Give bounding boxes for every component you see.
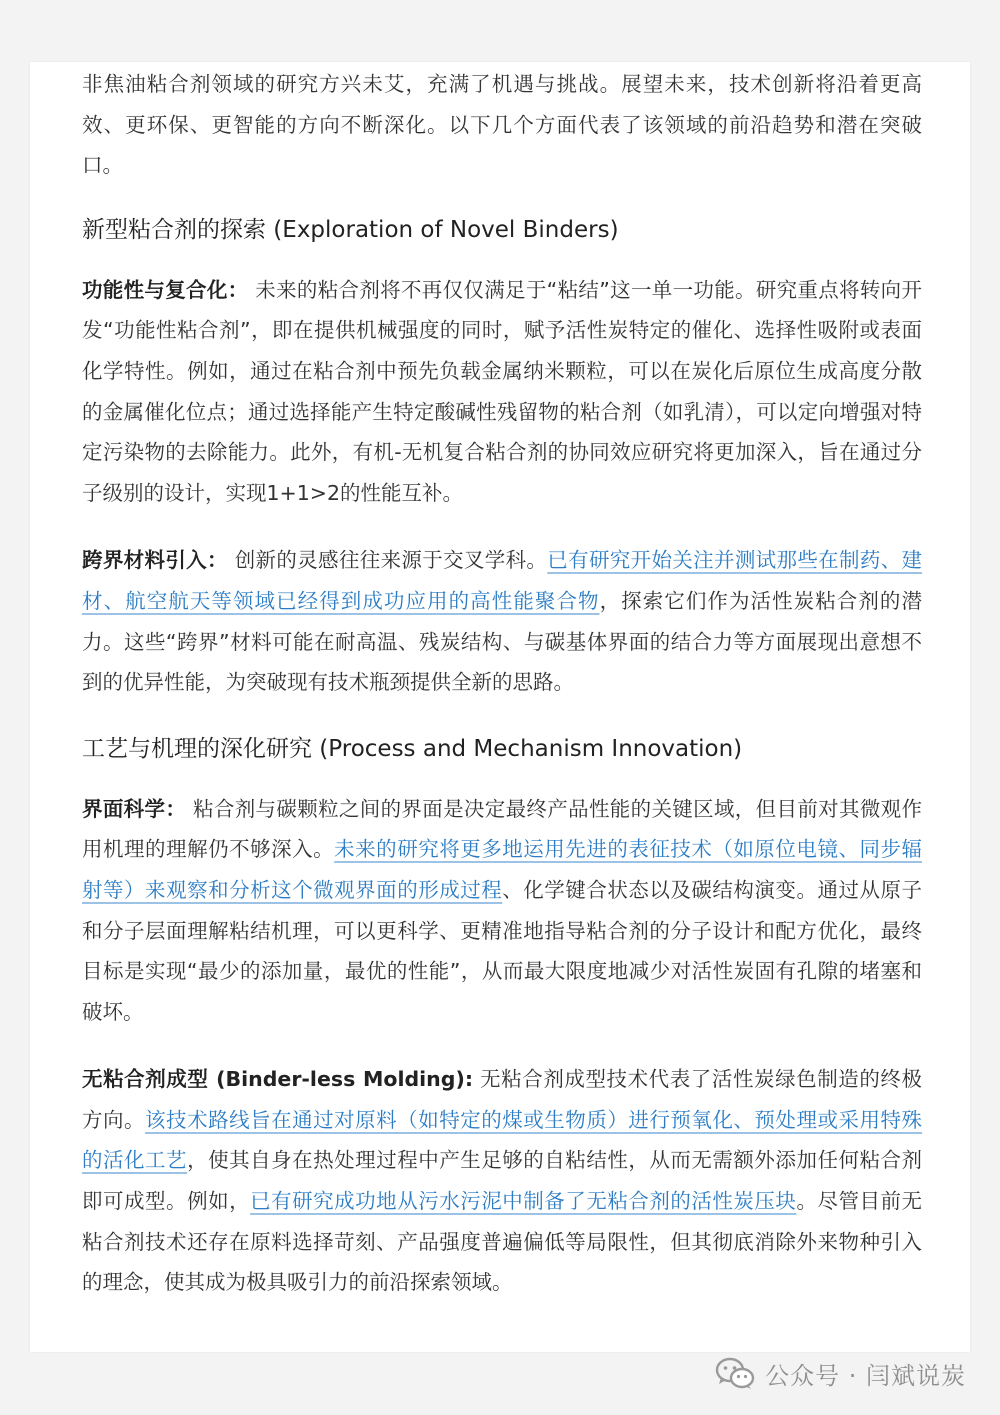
- paragraph-text: 创新的灵感往往来源于交叉学科。: [227, 548, 548, 573]
- article-page: [30, 62, 970, 1352]
- paragraph-text: 无粘合剂成型技术代表了活性炭绿色制造的终极方向。: [82, 1067, 923, 1132]
- intro-paragraph: 非焦油粘合剂领域的研究方兴未艾，充满了机遇与挑战。展望未来，技术创新将沿着更高效、更环保、更智能的方向不断深化。以下几个方面代表了该领域的前沿趋势和潜在突破口。: [82, 72, 922, 178]
- term-cross-discipline: 跨界材料引入：: [82, 548, 228, 573]
- paragraph-text: 未来的粘合剂将不再仅仅满足于“粘结”这一单一功能。研究重点将转向开发“功能性粘合剂”，即在提供机械强度的同时，赋予活性炭特定的催化、选择性吸附或表面化学特性。例如，通过在粘合剂中预先负载金属纳米颗粒，可以在炭化后原位生成高度分散的金属催化位点；通过选择能产生特定酸碱性残留物的粘合剂（如乳清），可以定向增强对特定污染物的去除能力。此外，有机-无机复合粘合剂的协同效应研究将更加深入，旨在通过分子级别的设计，实现1+1>2的性能互补。: [82, 277, 922, 505]
- paragraph-text: 粘合剂与碳颗粒之间的界面是决定最终产品性能的关键区域，但目前对其微观作用机理的理解仍不够深入。: [82, 796, 923, 862]
- link-characterization-techniques[interactable]: 未来的研究将更多地运用先进的表征技术（如原位电镜、同步辐射等）来观察和分析这个微观界面的形成过程: [82, 837, 923, 902]
- paragraph-cross-discipline: [82, 540, 922, 702]
- link-high-performance-polymers[interactable]: 已有研究开始关注并测试那些在制药、建材、航空航天等领域已经得到成功应用的高性能聚合物: [82, 548, 923, 613]
- section-heading-process-mechanism: 工艺与机理的深化研究 (Process and Mechanism Innovation): [82, 735, 743, 762]
- term-interface-science: 界面科学：: [82, 796, 187, 821]
- paragraph-binderless-molding: [82, 1059, 922, 1303]
- paragraph-functional-composite: [82, 270, 922, 514]
- watermark-label: 公众号 · 闫斌说炭: [765, 1362, 966, 1390]
- paragraph-interface-science: [82, 789, 922, 1033]
- section-heading-novel-binders: 新型粘合剂的探索 (Exploration of Novel Binders): [82, 216, 619, 243]
- term-binderless-molding: 无粘合剂成型 (Binder-less Molding):: [82, 1067, 474, 1092]
- wechat-icon: [715, 1357, 755, 1391]
- paragraph-text: 、化学键合状态以及碳结构演变。通过从原子和分子层面理解粘结机理，可以更科学、更精准地指导粘合剂的分子设计和配方优化，最终目标是实现“最少的添加量，最优的性能”，从而最大限度地减少对活性炭固有孔隙的堵塞和破坏。: [82, 877, 923, 1024]
- paragraph-text: ，探索它们作为活性炭粘合剂的潜力。这些“跨界”材料可能在耐高温、残炭结构、与碳基体界面的结合力等方面展现出意想不到的优异性能，为突破现有技术瓶颈提供全新的思路。: [82, 588, 922, 695]
- article-content: [82, 64, 922, 1303]
- link-sewage-sludge-briquettes[interactable]: 已有研究成功地从污水污泥中制备了无粘合剂的活性炭压块: [250, 1189, 797, 1214]
- watermark-footer: [715, 1356, 966, 1391]
- link-pre-oxidation-route[interactable]: 该技术路线旨在通过对原料（如特定的煤或生物质）进行预氧化、预处理或采用特殊的活化工艺: [82, 1107, 923, 1173]
- term-functional-composite: 功能性与复合化：: [82, 277, 249, 302]
- paragraph-text: ，使其自身在热处理过程中产生足够的自粘结性，从而无需额外添加任何粘合剂即可成型。例如，: [82, 1148, 923, 1214]
- paragraph-text: 。尽管目前无粘合剂技术还存在原料选择苛刻、产品强度普遍偏低等局限性，但其彻底消除外来物种引入的理念，使其成为极具吸引力的前沿探索领域。: [82, 1189, 923, 1295]
